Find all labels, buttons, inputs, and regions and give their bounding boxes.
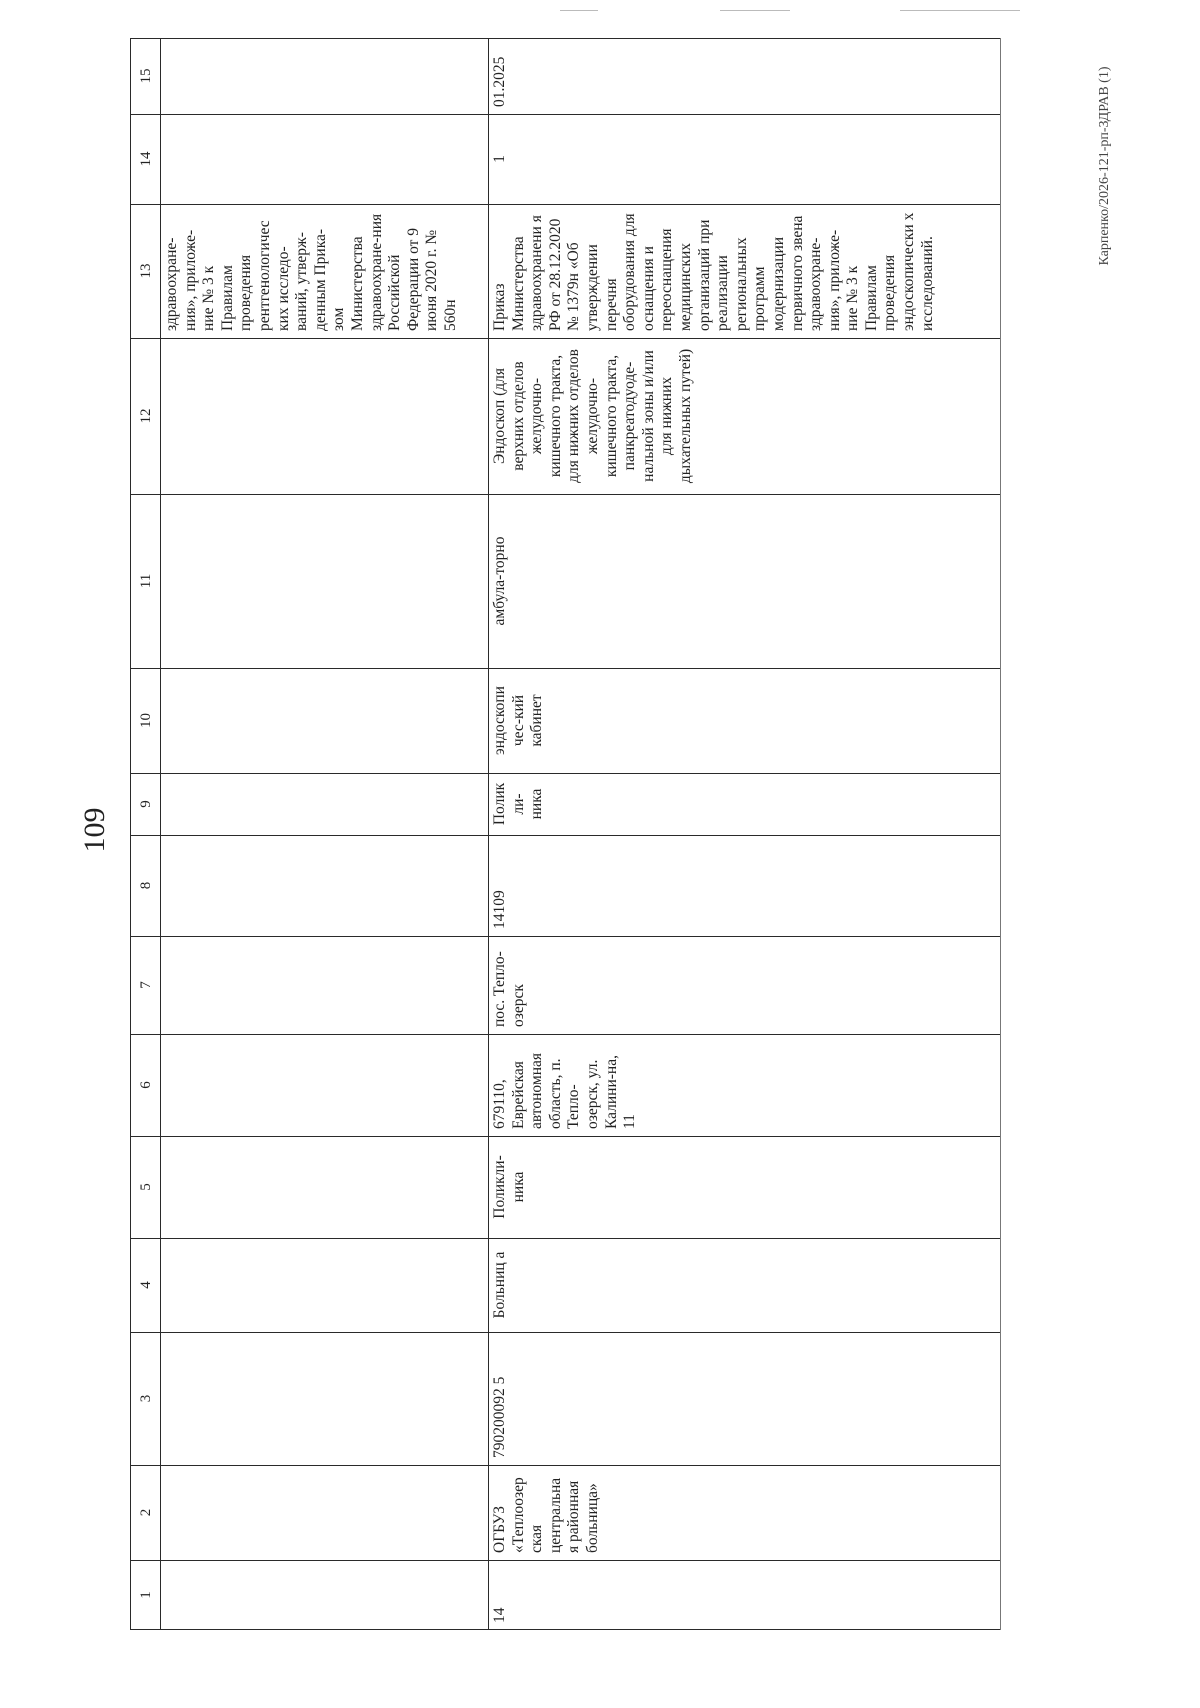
column-header-1 (131, 1561, 159, 1629)
rotated-table (130, 38, 1092, 1630)
column-header-2-text: 2 (138, 1508, 154, 1517)
column-header-6 (131, 1035, 159, 1135)
column-header-7-text: 7 (138, 981, 154, 989)
column-header-15 (131, 39, 159, 113)
scan-artifact (560, 10, 598, 11)
row-14-cell-11 (489, 495, 999, 667)
column-header-11-text: 11 (138, 573, 154, 589)
page-number: 109 (78, 807, 111, 853)
row-14-cell-5-text: Поликли-ника (491, 1155, 527, 1219)
row-14-cell-1-text: 14 (491, 1607, 508, 1623)
column-header-4 (131, 1239, 159, 1331)
row-14-cell-8 (489, 836, 999, 935)
column-header-12-text: 12 (138, 408, 154, 424)
row-14-cell-3-text: 790200092 5 (491, 1376, 508, 1458)
row-14-cell-4-text: Больниц а (491, 1251, 508, 1319)
column-header-5 (131, 1137, 159, 1237)
document-code: Карпенко/2026-121-рп-ЗДРАВ (1) (1097, 66, 1112, 266)
column-header-1-text: 1 (138, 1591, 154, 1599)
column-header-11 (131, 495, 159, 667)
row-14-cell-10 (489, 669, 999, 772)
row-14-cell-9-text: Поликли-ника (491, 782, 546, 826)
column-header-13 (131, 205, 159, 337)
row-14-cell-2 (489, 1466, 999, 1559)
row-14-cell-7 (489, 937, 999, 1033)
row-14-cell-12 (489, 339, 999, 493)
row-14-cell-13 (489, 205, 999, 337)
column-header-9-text: 9 (138, 800, 154, 808)
column-header-9 (131, 774, 159, 834)
column-header-15-text: 15 (138, 68, 154, 84)
row-14-cell-10-text: эндоскопи чес-кий кабинет (491, 686, 546, 755)
row-14-cell-4 (489, 1239, 999, 1331)
row-14-cell-6-text: 679110, Еврейская автономная область, п. Тепло-озерск, ул. Калини-на, 11 (491, 1053, 639, 1129)
column-header-6-text: 6 (138, 1081, 154, 1089)
column-header-7 (131, 937, 159, 1033)
row-14-cell-7-text: пос. Тепло-озерск (491, 951, 527, 1027)
row-14-cell-14 (489, 115, 999, 203)
column-header-10 (131, 669, 159, 772)
row-14-cell-11-text: амбула-торно (491, 536, 508, 626)
continuation-cell-13 (161, 205, 487, 337)
row-14-cell-9 (489, 774, 999, 834)
row-14-cell-2-text: ОГБУЗ «Теплоозерская центральная районная больница» (491, 1477, 601, 1553)
column-header-8-text: 8 (138, 881, 154, 890)
column-header-5-text: 5 (138, 1183, 154, 1191)
scan-artifact (900, 10, 1020, 11)
row-14-cell-15 (489, 39, 999, 113)
continuation-cell-13-text: здравоохране-ния», приложе-ние № 3 к Правилам проведения рентгенологичес ких исследо-ваний, утверж-денным Прика-зом Министерства здравоохране-ния Российской Федерации от 9 июня 2020 г. № 560н (163, 213, 459, 331)
row-14-cell-1 (489, 1561, 999, 1629)
column-header-2 (131, 1466, 159, 1559)
row-14-cell-3 (489, 1333, 999, 1464)
row-14-cell-6 (489, 1035, 999, 1135)
column-header-14 (131, 115, 159, 203)
column-header-3 (131, 1333, 159, 1464)
row-14-cell-8-text: 14109 (491, 890, 508, 929)
table-border-right (1000, 38, 1001, 1630)
column-header-13-text: 13 (138, 263, 154, 279)
column-header-10-text: 10 (138, 713, 154, 728)
row-14-cell-15-text: 01.2025 (491, 56, 508, 107)
column-header-4-text: 4 (138, 1281, 154, 1289)
column-header-14-text: 14 (138, 151, 154, 167)
column-header-8 (131, 836, 159, 935)
column-header-3-text: 3 (138, 1394, 154, 1403)
row-14-cell-14-text: 1 (491, 155, 508, 163)
scan-artifact (720, 10, 790, 11)
table-border-bottom (130, 1629, 1000, 1630)
row-14-cell-5 (489, 1137, 999, 1237)
row-14-cell-12-text: Эндоскоп (для верхних отделов желудочно-кишечного тракта, для нижних отделов желудочно-кишечного тракта, панкреатодуоде-нальной зоны и/или для нижних дыхательных путей) (491, 348, 694, 484)
row-14-cell-13-text: Приказ Министерства здравоохранени я РФ от 28.12.2020 № 1379н «Об утверждении перечня оборудования для оснащения и переоснащения медицинских организаций при реализации региональных программ модернизации первичного звена здравоохране-ния», приложе-ние № 3 к Правилам проведения эндоскопически х исследований. (491, 212, 936, 331)
column-header-12 (131, 339, 159, 493)
